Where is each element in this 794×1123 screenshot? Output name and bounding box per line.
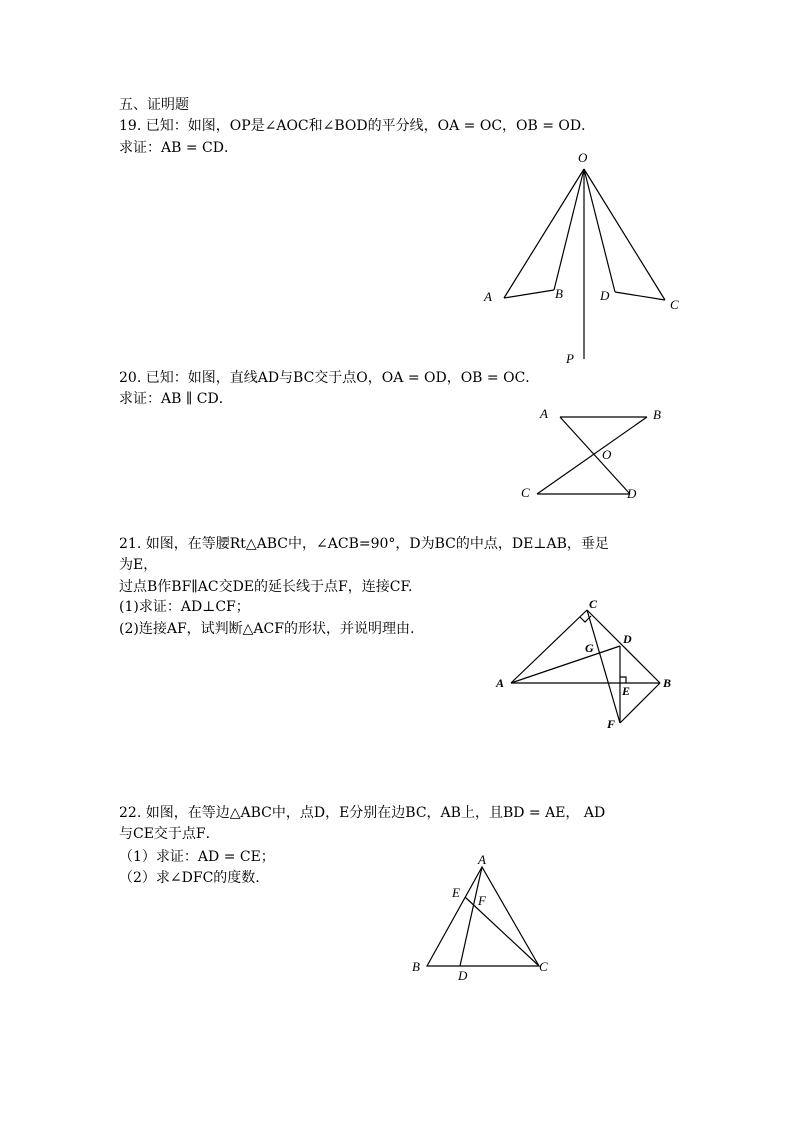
- label-b: B: [412, 959, 420, 974]
- problem-21-statement: 21. 如图，在等腰Rt△ABC中，∠ACB=90°，D为BC的中点，DE⊥AB，垂足: [119, 536, 609, 552]
- problem-22-part-2: （2）求∠DFC的度数.: [119, 870, 260, 886]
- label-f: F: [607, 717, 616, 731]
- segment-cd: [615, 292, 665, 300]
- label-d: D: [623, 632, 632, 646]
- problem-19-prove: 求证：AB = CD．: [119, 140, 238, 156]
- label-a: A: [496, 676, 505, 690]
- label-c: C: [589, 597, 598, 611]
- problem-20-prove: 求证：AB ∥ CD．: [119, 391, 233, 407]
- segment-bc: [537, 417, 647, 494]
- label-a: A: [540, 406, 548, 421]
- segment-ac: [511, 610, 587, 683]
- label-d: D: [627, 486, 637, 501]
- problem-19-figure: [470, 145, 700, 375]
- problem-19-statement: 19. 已知：如图，OP是∠AOC和∠BOD的平分线，OA = OC，OB = OD．: [119, 118, 596, 134]
- problem-22-part-1: （1）求证：AD = CE；: [119, 849, 275, 865]
- problem-21-statement-cont: 为E，: [119, 557, 158, 573]
- problem-22-statement: 22. 如图，在等边△ABC中，点D，E分别在边BC，AB上，且BD = AE， AD: [119, 805, 606, 821]
- label-a: A: [478, 852, 486, 867]
- segment-ce: [465, 897, 539, 966]
- label-b: B: [653, 407, 661, 422]
- segment-ad: [460, 867, 482, 966]
- problem-22-figure: [405, 850, 565, 985]
- label-f: F: [478, 893, 486, 908]
- label-c: C: [521, 485, 530, 500]
- label-e: E: [622, 684, 631, 698]
- segment-ab: [504, 290, 554, 298]
- problem-22-statement-cont: 与CE交于点F．: [119, 826, 220, 842]
- label-c: C: [539, 959, 548, 974]
- problem-20-figure: [510, 400, 680, 505]
- label-d: D: [458, 968, 468, 983]
- section-title: 五、证明题: [119, 97, 189, 113]
- problem-21-part-1: (1)求证：AD⊥CF；: [119, 599, 250, 615]
- segment-oa: [504, 169, 584, 298]
- label-b: B: [555, 286, 563, 301]
- segment-ad: [560, 417, 630, 494]
- label-c: C: [670, 297, 679, 312]
- label-e: E: [452, 885, 460, 900]
- label-d: D: [600, 288, 610, 303]
- label-o: O: [602, 447, 612, 462]
- segment-ob: [554, 169, 584, 290]
- segment-ad: [511, 646, 620, 683]
- problem-21-part-2: (2)连接AF，试判断△ACF的形状，并说明理由.: [119, 621, 415, 637]
- problem-20-statement: 20. 已知：如图，直线AD与BC交于点O，OA = OD，OB = OC．: [119, 370, 540, 386]
- label-o: O: [578, 150, 588, 165]
- label-g: G: [585, 641, 594, 655]
- problem-21-construction: 过点B作BF∥AC交DE的延长线于点F，连接CF.: [119, 579, 413, 595]
- label-a: A: [484, 289, 492, 304]
- segment-oc: [584, 169, 665, 300]
- problem-21-figure: [490, 592, 685, 737]
- right-angle-e: [620, 677, 626, 683]
- label-b: B: [663, 676, 672, 690]
- segment-od: [584, 169, 615, 292]
- label-p: P: [566, 351, 574, 366]
